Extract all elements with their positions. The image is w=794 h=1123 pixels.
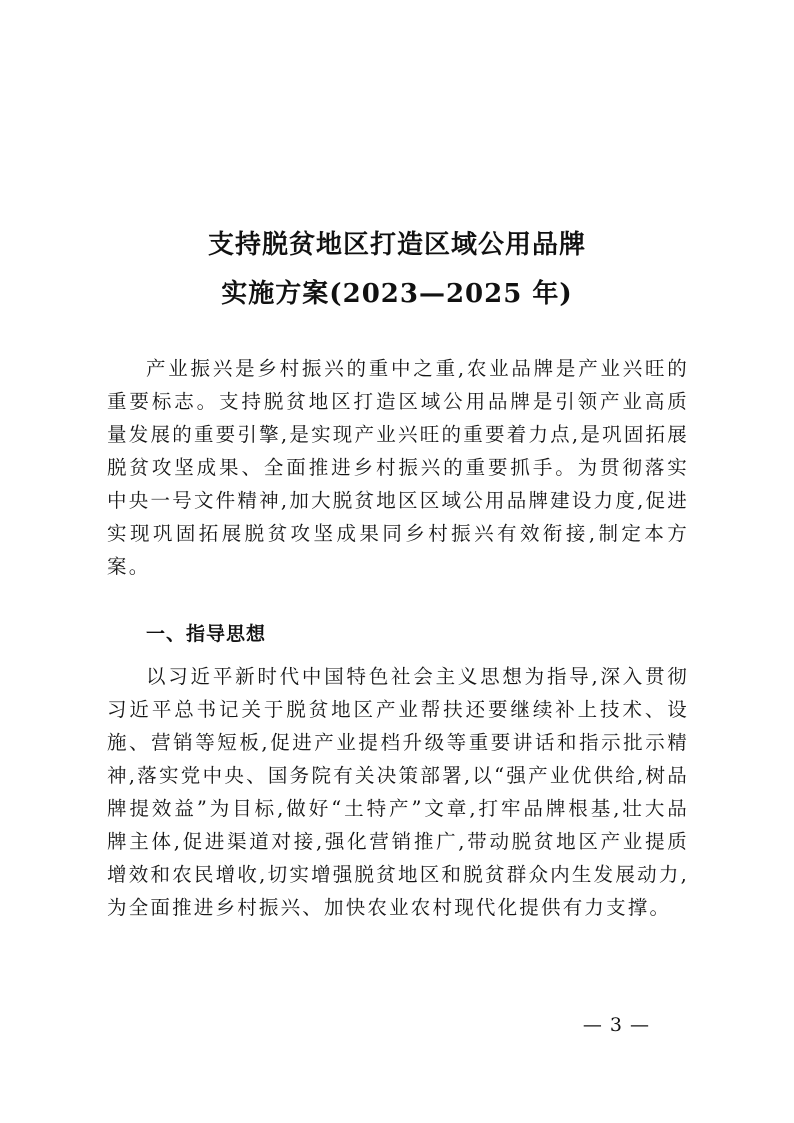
document-title-line-1: 支持脱贫地区打造区域公用品牌 bbox=[207, 230, 586, 260]
page-number: — 3 — bbox=[582, 1014, 650, 1036]
document-title-line-2: 实施方案(2023—2025 年) bbox=[221, 279, 573, 309]
intro-section bbox=[107, 352, 689, 583]
guiding-thought-section bbox=[107, 660, 689, 924]
intro-paragraph: 产业振兴是乡村振兴的重中之重,农业品牌是产业兴旺的重要标志。支持脱贫地区打造区域公用品牌是引领产业高质量发展的重要引擎,是实现产业兴旺的重要着力点,是巩固拓展脱贫攻坚成果、全面推进乡村振兴的重要抓手。为贯彻落实中央一号文件精神,加大脱贫地区区域公用品牌建设力度,促进实现巩固拓展脱贫攻坚成果同乡村振兴有效衔接,制定本方案。 bbox=[107, 357, 689, 578]
section-paragraph: 以习近平新时代中国特色社会主义思想为指导,深入贯彻习近平总书记关于脱贫地区产业帮扶还要继续补上技术、设施、营销等短板,促进产业提档升级等重要讲话和指示批示精神,落实党中央、国务院有关决策部署,以“强产业优供给,树品牌提效益”为目标,做好“土特产”文章,打牢品牌根基,壮大品牌主体,促进渠道对接,强化营销推广,带动脱贫地区产业提质增效和农民增收,切实增强脱贫地区和脱贫群众内生发展动力,为全面推进乡村振兴、加快农业农村现代化提供有力支撑。 bbox=[107, 665, 689, 919]
section-heading: 一、指导思想 bbox=[146, 623, 267, 645]
